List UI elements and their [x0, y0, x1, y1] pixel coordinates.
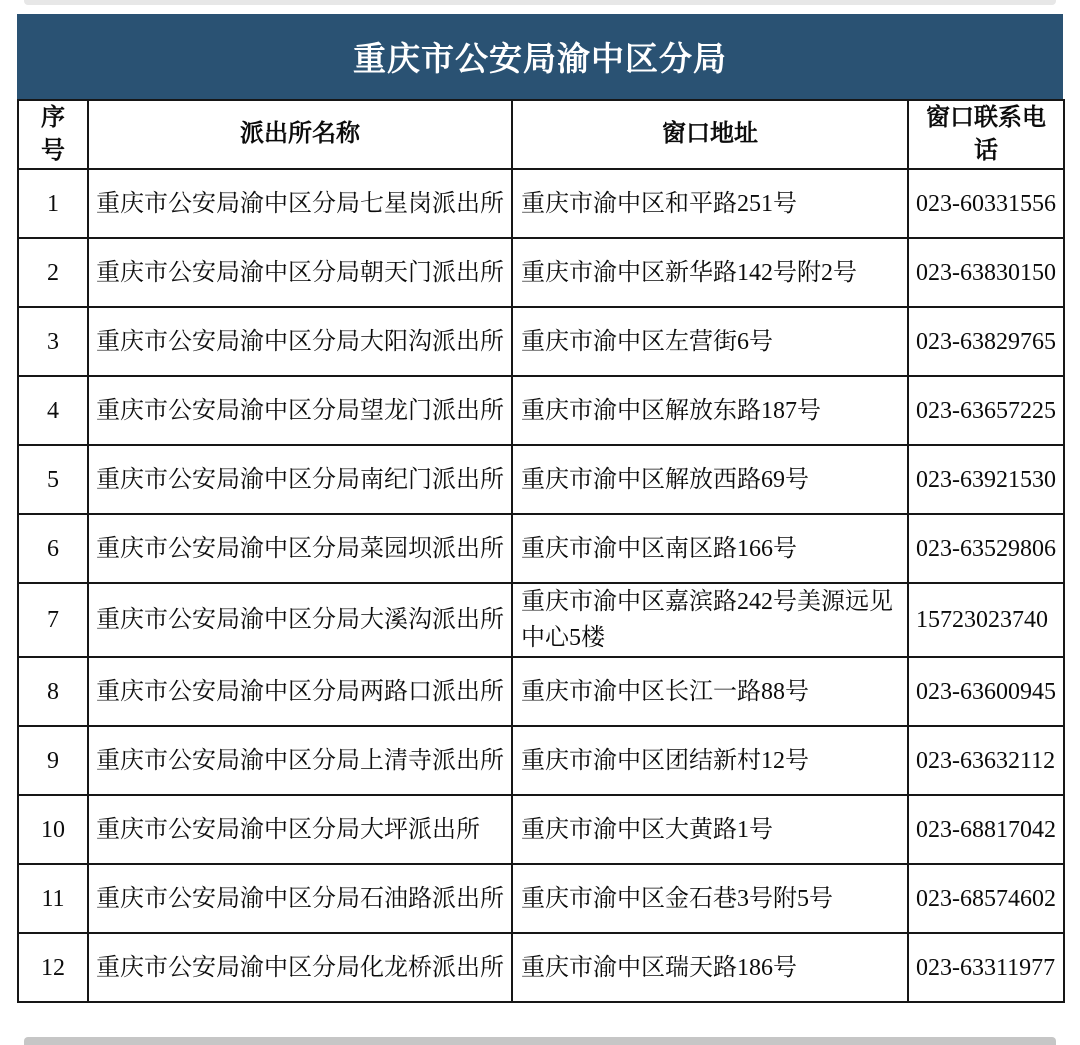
station-name-cell: 重庆市公安局渝中区分局菜园坝派出所	[88, 514, 512, 583]
window-phone-cell: 023-63829765	[908, 307, 1064, 376]
table-title: 重庆市公安局渝中区分局	[353, 42, 727, 78]
serial-number-cell: 11	[18, 864, 88, 933]
table-row	[18, 169, 1064, 238]
window-phone-cell: 023-63600945	[908, 657, 1064, 726]
station-name-cell: 重庆市公安局渝中区分局南纪门派出所	[88, 445, 512, 514]
table-row	[18, 864, 1064, 933]
window-phone-cell: 15723023740	[908, 583, 1064, 657]
cropped-element-edge-top	[24, 0, 1056, 5]
col-header-window-phone: 窗口联系电话	[908, 100, 1064, 169]
window-address-cell: 重庆市渝中区左营街6号	[512, 307, 908, 376]
table-header-row	[18, 100, 1064, 169]
serial-number-cell: 1	[18, 169, 88, 238]
window-phone-cell: 023-68817042	[908, 795, 1064, 864]
station-name-cell: 重庆市公安局渝中区分局望龙门派出所	[88, 376, 512, 445]
window-address-cell: 重庆市渝中区团结新村12号	[512, 726, 908, 795]
window-phone-cell: 023-63657225	[908, 376, 1064, 445]
table-row	[18, 583, 1064, 657]
table-body	[18, 169, 1064, 1002]
serial-number-cell: 5	[18, 445, 88, 514]
station-name-cell: 重庆市公安局渝中区分局化龙桥派出所	[88, 933, 512, 1002]
col-header-window-address: 窗口地址	[512, 100, 908, 169]
station-name-cell: 重庆市公安局渝中区分局大溪沟派出所	[88, 583, 512, 657]
serial-number-cell: 9	[18, 726, 88, 795]
table-title-bar	[17, 14, 1063, 99]
window-phone-cell: 023-60331556	[908, 169, 1064, 238]
station-name-cell: 重庆市公安局渝中区分局大坪派出所	[88, 795, 512, 864]
window-phone-cell: 023-63632112	[908, 726, 1064, 795]
window-address-cell: 重庆市渝中区解放东路187号	[512, 376, 908, 445]
col-header-serial-number: 序号	[18, 100, 88, 169]
table-row	[18, 238, 1064, 307]
table-row	[18, 933, 1064, 1002]
station-name-cell: 重庆市公安局渝中区分局大阳沟派出所	[88, 307, 512, 376]
station-name-cell: 重庆市公安局渝中区分局上清寺派出所	[88, 726, 512, 795]
serial-number-cell: 2	[18, 238, 88, 307]
window-address-cell: 重庆市渝中区和平路251号	[512, 169, 908, 238]
table-row	[18, 726, 1064, 795]
window-address-cell: 重庆市渝中区南区路166号	[512, 514, 908, 583]
window-phone-cell: 023-68574602	[908, 864, 1064, 933]
station-name-cell: 重庆市公安局渝中区分局朝天门派出所	[88, 238, 512, 307]
window-phone-cell: 023-63529806	[908, 514, 1064, 583]
window-address-cell: 重庆市渝中区解放西路69号	[512, 445, 908, 514]
window-address-cell: 重庆市渝中区大黄路1号	[512, 795, 908, 864]
serial-number-cell: 7	[18, 583, 88, 657]
station-name-cell: 重庆市公安局渝中区分局七星岗派出所	[88, 169, 512, 238]
serial-number-cell: 4	[18, 376, 88, 445]
serial-number-cell: 6	[18, 514, 88, 583]
serial-number-cell: 8	[18, 657, 88, 726]
col-header-station-name: 派出所名称	[88, 100, 512, 169]
station-name-cell: 重庆市公安局渝中区分局石油路派出所	[88, 864, 512, 933]
station-name-cell: 重庆市公安局渝中区分局两路口派出所	[88, 657, 512, 726]
serial-number-cell: 3	[18, 307, 88, 376]
window-address-cell: 重庆市渝中区嘉滨路242号美源远见中心5楼	[512, 583, 908, 657]
table-row	[18, 445, 1064, 514]
window-phone-cell: 023-63311977	[908, 933, 1064, 1002]
serial-number-cell: 12	[18, 933, 88, 1002]
serial-number-cell: 10	[18, 795, 88, 864]
table-row	[18, 376, 1064, 445]
table-row	[18, 795, 1064, 864]
police-station-table	[17, 99, 1065, 1003]
table-row	[18, 514, 1064, 583]
table-row	[18, 307, 1064, 376]
window-phone-cell: 023-63921530	[908, 445, 1064, 514]
window-address-cell: 重庆市渝中区瑞天路186号	[512, 933, 908, 1002]
table-row	[18, 657, 1064, 726]
cropped-element-edge-bottom	[24, 1037, 1056, 1045]
window-phone-cell: 023-63830150	[908, 238, 1064, 307]
window-address-cell: 重庆市渝中区金石巷3号附5号	[512, 864, 908, 933]
window-address-cell: 重庆市渝中区新华路142号附2号	[512, 238, 908, 307]
window-address-cell: 重庆市渝中区长江一路88号	[512, 657, 908, 726]
